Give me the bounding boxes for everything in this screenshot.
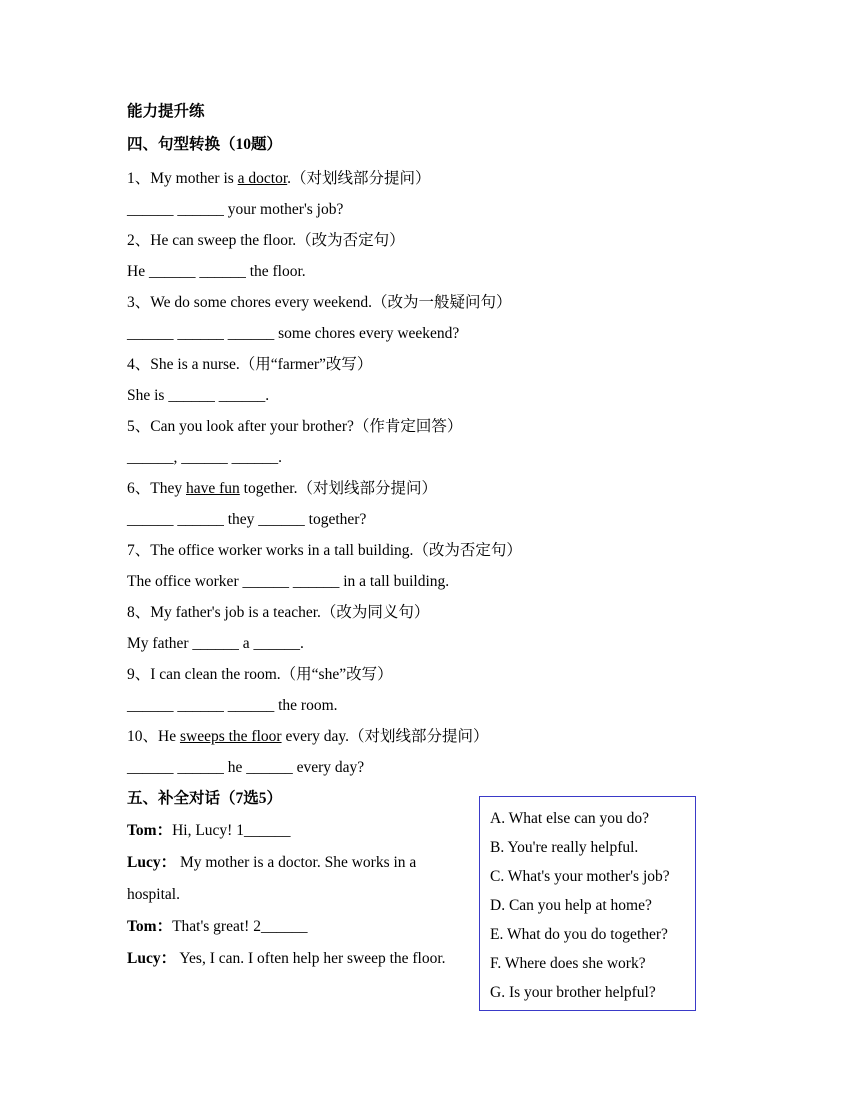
dialog-line-4: Lucy： Yes, I can. I often help her sweep the floor. [127,950,446,967]
options-box [479,796,696,1011]
dialog-line-1: Tom：Hi, Lucy! 1______ [127,822,291,839]
option-b: B. You're really helpful. [490,839,639,856]
question-10: 10、He sweeps the floor every day.（对划线部分提问） [127,728,489,745]
answer-7: The office worker ______ ______ in a tall building. [127,573,450,590]
dialog-line-2: Lucy： My mother is a doctor. She works in a hospital. [127,854,417,903]
answer-9: ______ ______ ______ the room. [127,697,338,714]
answer-2: He ______ ______ the floor. [127,263,306,280]
speaker: Lucy： [127,854,177,871]
underlined-phrase: have fun [186,480,240,497]
dialog-line-3: Tom：That's great! 2______ [127,918,308,935]
question-1: 1、My mother is a doctor.（对划线部分提问） [127,170,431,187]
section5-title: 五、补全对话（7选5） [127,790,283,807]
question-6: 6、They have fun together.（对划线部分提问） [127,480,437,497]
answer-10: ______ ______ he ______ every day? [127,759,365,776]
answer-4: She is ______ ______. [127,387,270,404]
dialog-block [127,815,457,975]
question-2: 2、He can sweep the floor.（改为否定句） [127,232,405,249]
underlined-phrase: a doctor [237,170,288,187]
answer-3: ______ ______ ______ some chores every weekend? [127,325,460,342]
answer-8: My father ______ a ______. [127,635,304,652]
speaker: Lucy： [127,950,177,967]
option-f: F. Where does she work? [490,955,646,972]
question-4: 4、She is a nurse.（用“farmer”改写） [127,356,373,373]
question-5: 5、Can you look after your brother?（作肯定回答） [127,418,463,435]
option-d: D. Can you help at home? [490,897,652,914]
answer-1: ______ ______ your mother's job? [127,201,344,218]
speaker: Tom： [127,918,173,935]
question-8: 8、My father's job is a teacher.（改为同义句） [127,604,430,621]
question-3: 3、We do some chores every weekend.（改为一般疑问句） [127,294,512,311]
option-e: E. What do you do together? [490,926,668,943]
answer-5: ______, ______ ______. [127,449,282,466]
section4-title: 四、句型转换（10题） [127,136,283,153]
question-9: 9、I can clean the room.（用“she”改写） [127,666,393,683]
question-7: 7、The office worker works in a tall building.（改为否定句） [127,542,522,559]
answer-6: ______ ______ they ______ together? [127,511,367,528]
option-a: A. What else can you do? [490,810,649,827]
option-c: C. What's your mother's job? [490,868,670,885]
speaker: Tom： [127,822,173,839]
underlined-phrase: sweeps the floor [179,728,282,745]
page-heading: 能力提升练 [127,103,205,120]
option-g: G. Is your brother helpful? [490,984,656,1001]
